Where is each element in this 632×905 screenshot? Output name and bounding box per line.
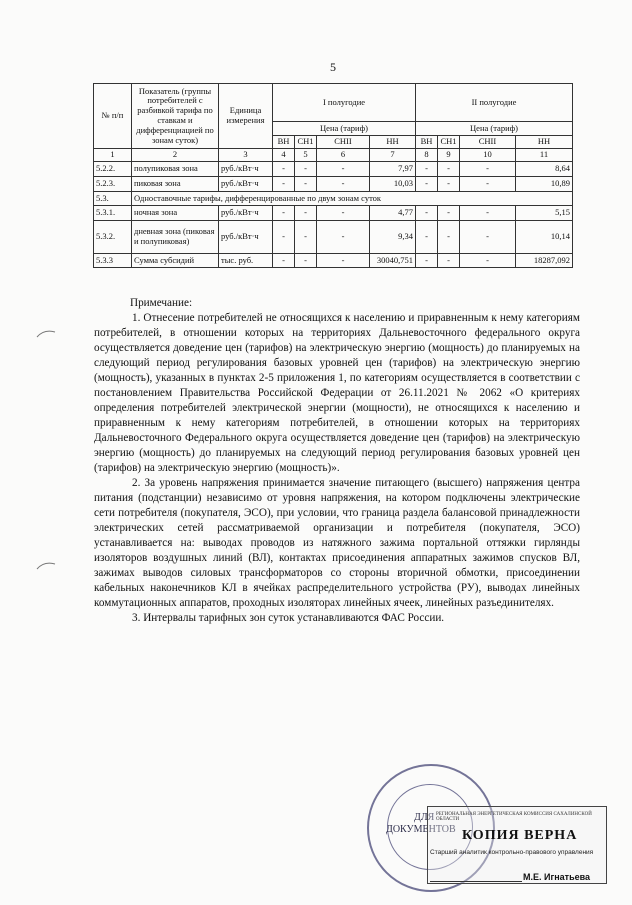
signatory-name: М.Е. Игнатьева <box>523 872 591 882</box>
row-value: - <box>438 162 460 177</box>
row-value: - <box>317 162 370 177</box>
col-number: 6 <box>317 149 370 162</box>
row-value: - <box>438 206 460 221</box>
table-row <box>94 254 573 268</box>
row-value: - <box>460 221 516 254</box>
row-value: 9,34 <box>370 221 416 254</box>
row-value: - <box>317 221 370 254</box>
col-number: 10 <box>460 149 516 162</box>
row-value: - <box>416 254 438 268</box>
row-value: - <box>460 177 516 192</box>
row-value: 7,97 <box>370 162 416 177</box>
row-value: - <box>295 162 317 177</box>
col-number: 1 <box>94 149 132 162</box>
row-value: - <box>273 177 295 192</box>
tariff-table <box>93 83 573 268</box>
row-value: - <box>460 162 516 177</box>
row-num: 5.3.3 <box>94 254 132 268</box>
margin-mark-icon <box>36 328 56 338</box>
page-number: 5 <box>330 60 336 74</box>
table-row <box>94 162 573 177</box>
row-value: - <box>273 206 295 221</box>
col-number: 9 <box>438 149 460 162</box>
row-value: - <box>438 221 460 254</box>
row-value: 8,64 <box>516 162 573 177</box>
margin-mark-icon <box>36 560 56 570</box>
header-half2: II полугодие <box>416 84 573 122</box>
level-1: ВН <box>273 136 295 149</box>
row-num: 5.2.2. <box>94 162 132 177</box>
header-num: № п/п <box>94 84 132 149</box>
row-name: дневная зона (пиковая и полупиковая) <box>132 221 219 254</box>
header-unit: Единица измерения <box>219 84 273 149</box>
row-value: 18287,092 <box>516 254 573 268</box>
column-number-row <box>94 149 573 162</box>
header-price-2: Цена (тариф) <box>416 122 573 136</box>
row-value: 30040,751 <box>370 254 416 268</box>
row-value: - <box>416 162 438 177</box>
header-price-1: Цена (тариф) <box>273 122 416 136</box>
col-number: 11 <box>516 149 573 162</box>
row-value: - <box>317 206 370 221</box>
level-4: НН <box>370 136 416 149</box>
row-value: - <box>295 177 317 192</box>
col-number: 3 <box>219 149 273 162</box>
row-value: - <box>460 206 516 221</box>
level-2: СН1 <box>295 136 317 149</box>
level-3: СНII <box>317 136 370 149</box>
stamp-position: Старший аналитик контрольно-правового управления <box>430 849 594 856</box>
row-value: - <box>295 254 317 268</box>
row-name: полупиковая зона <box>132 162 219 177</box>
row-value: 5,15 <box>516 206 573 221</box>
note-paragraph-2: 2. За уровень напряжения принимается значение питающего (высшего) напряжения центра питания (подстанции) независимо от уровня напряжения, на котором подключены электрические сети потребителя (покупателя, ЭСО), при условии, что граница раздела балансовой принадлежности электрических сетей рассматриваемой организации и потребителя (покупателя, ЭСО) устанавливается на: выводах проводов из натяжного зажима портальной оттяжки гирлянды изоляторов воздушных линий (ВЛ), контактах присоединения аппаратных зажимов спусков ВЛ, зажимах выводов силовых трансформаторов со стороны вторичной обмотки, присоединении кабельных наконечников КЛ в ячейках распределительного устройства (РУ), выводах линейных коммутационных аппаратов, проходных изоляторах линейных ячеек, линейных разъединителях. <box>94 477 580 609</box>
table-section-row <box>94 192 573 206</box>
row-unit: руб./кВт·ч <box>219 162 273 177</box>
header-half1: I полугодие <box>273 84 416 122</box>
table-row <box>94 206 573 221</box>
row-name: Сумма субсидий <box>132 254 219 268</box>
row-unit: руб./кВт·ч <box>219 221 273 254</box>
row-value: - <box>273 221 295 254</box>
row-value: 10,03 <box>370 177 416 192</box>
notes-heading: Примечание: <box>130 297 193 309</box>
row-value: - <box>273 254 295 268</box>
note-paragraph-3: 3. Интервалы тарифных зон суток устанавливаются ФАС России. <box>132 612 445 624</box>
row-value: 10,89 <box>516 177 573 192</box>
col-number: 4 <box>273 149 295 162</box>
row-value: - <box>273 162 295 177</box>
header-indicator: Показатель (группы потребителей с разбивкой тарифа по ставкам и дифференциацией по зонам суток) <box>132 84 219 149</box>
row-value: - <box>317 177 370 192</box>
row-value: - <box>317 254 370 268</box>
copy-verified-label: КОПИЯ ВЕРНА <box>462 828 578 843</box>
level-8: НН <box>516 136 573 149</box>
level-7: СНII <box>460 136 516 149</box>
row-num: 5.2.3. <box>94 177 132 192</box>
seal-text-1: ДЛЯ <box>414 812 435 823</box>
notes-section <box>94 296 580 626</box>
row-unit: руб./кВт·ч <box>219 177 273 192</box>
row-value: - <box>460 254 516 268</box>
table-row <box>94 177 573 192</box>
section-title: Одноставочные тарифы, дифференцированные по двум зонам суток <box>132 192 573 206</box>
row-unit: руб./кВт·ч <box>219 206 273 221</box>
row-name: пиковая зона <box>132 177 219 192</box>
row-num: 5.3.2. <box>94 221 132 254</box>
stamp-org-line: РЕГИОНАЛЬНАЯ ЭНЕРГЕТИЧЕСКАЯ КОМИССИЯ САХАЛИНСКОЙ ОБЛАСТИ <box>436 812 592 822</box>
row-value: - <box>438 177 460 192</box>
row-value: - <box>295 221 317 254</box>
note-paragraph-1: 1. Отнесение потребителей не относящихся к населению и приравненным к нему категориям потребителей, в отношении которых на территориях Дальневосточного федерального округа осуществляется доведение цен (тарифов) на электрическую энергию (мощность) до планируемых на следующий период регулирования базовых уровней цен (тарифов) на электрическую энергию (мощность), указанных в пунктах 2-5 приложения 1, по категориям осуществляется в соответствии с постановлением Правительства Российской Федерации от 26.11.2021 № 2062 «О критериях определения потребителей электрической энергии (мощности), не относящихся к населению и приравненным к нему категориям потребителей, в отношении которых на территориях Дальневосточного Федерального округа осуществляется доведение цен (тарифов) на электрическую энергию (мощность) до планируемых на следующий период регулирования базовых уровней цен (тарифов) на электрическую энергию (мощность)». <box>94 312 580 474</box>
col-number: 5 <box>295 149 317 162</box>
row-value: - <box>416 177 438 192</box>
signature-line <box>430 881 522 882</box>
seal-text-2: ДОКУМЕНТОВ <box>386 824 456 835</box>
level-5: ВН <box>416 136 438 149</box>
col-number: 7 <box>370 149 416 162</box>
row-num: 5.3.1. <box>94 206 132 221</box>
table-row <box>94 221 573 254</box>
col-number: 8 <box>416 149 438 162</box>
row-value: 4,77 <box>370 206 416 221</box>
row-num: 5.3. <box>94 192 132 206</box>
row-value: 10,14 <box>516 221 573 254</box>
row-value: - <box>438 254 460 268</box>
row-value: - <box>416 221 438 254</box>
level-6: СН1 <box>438 136 460 149</box>
row-name: ночная зона <box>132 206 219 221</box>
row-value: - <box>295 206 317 221</box>
col-number: 2 <box>132 149 219 162</box>
row-value: - <box>416 206 438 221</box>
row-unit: тыс. руб. <box>219 254 273 268</box>
